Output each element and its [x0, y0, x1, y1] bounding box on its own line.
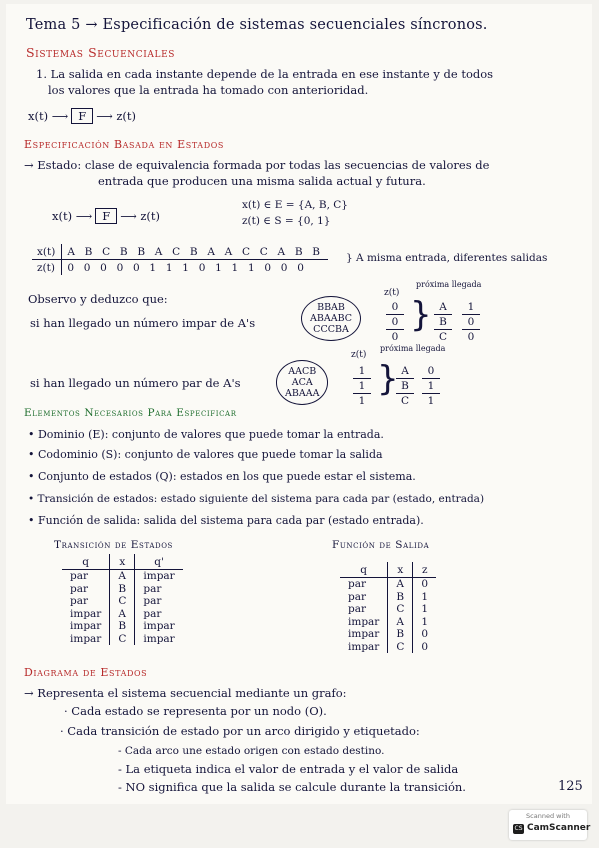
table-cell: 0 [421, 578, 429, 590]
output-value: 0 [467, 331, 475, 343]
camscanner-text: CamScanner [527, 823, 591, 833]
sequence: ACA [291, 377, 313, 388]
text-line: entrada que producen una misma salida actual y futura. [98, 174, 426, 188]
text-line: los valores que la entrada ha tomado con anterioridad. [48, 83, 369, 97]
sequence: ABAAA [285, 388, 320, 399]
section-heading-sistemas: Sistemas Secuenciales [26, 45, 176, 60]
even-next-outputs [422, 364, 440, 408]
table-cell: 1 [421, 603, 429, 615]
table-row [340, 578, 436, 591]
table-cell: B [110, 620, 135, 633]
table-cell: impar [340, 616, 388, 629]
output-value: 1 [427, 395, 435, 407]
table-cell: 0 [421, 640, 429, 653]
header-q: q [62, 554, 110, 570]
z-value: 0 [391, 331, 399, 343]
list-item: • Codominio (S): conjunto de valores que puede tomar la salida [28, 448, 383, 461]
camscanner-badge [509, 810, 591, 840]
input-value: A [434, 300, 452, 315]
table-cell: impar [340, 641, 388, 654]
header-x: x [388, 562, 413, 578]
table-cell: impar [62, 608, 110, 621]
table-cell: par [143, 595, 162, 607]
table-cell: 0 [421, 628, 429, 640]
table-row [62, 570, 183, 583]
table-cell: C [110, 595, 135, 608]
list-item: • Dominio (E): conjunto de valores que puede tomar la entrada. [28, 428, 384, 441]
even-sequences-oval [276, 360, 328, 405]
transition-table [62, 554, 183, 645]
table-cell: par [62, 583, 110, 596]
table-cell: 1 [421, 590, 429, 603]
table-row [62, 583, 183, 596]
system-diagram [52, 208, 160, 224]
output-value: 0 [462, 315, 480, 330]
list-item: • Transición de estados: estado siguiente del sistema para cada par (estado, entrada) [28, 493, 485, 505]
section-heading-especificacion: Especificación Basada en Estados [24, 138, 224, 151]
odd-sequences-oval [301, 296, 361, 341]
table-cell: impar [62, 620, 110, 633]
table-cell: par [340, 591, 388, 604]
table-cell: B [388, 591, 413, 604]
table-cell: impar [143, 620, 175, 632]
z-value: 1 [353, 379, 371, 394]
table-row [62, 608, 183, 621]
seq-x-label: x(t) [32, 244, 62, 260]
seq-z-label: z(t) [32, 260, 62, 276]
output-value: 1 [462, 300, 480, 315]
seq-x-values: A B C B B A C B A A C C A B B [62, 244, 328, 260]
sequence-table [32, 244, 328, 275]
text-line: - Cada arco une estado origen con estado destino. [118, 745, 385, 757]
diagram-input: x(t) ⟶ [52, 209, 93, 223]
sequence: ABAABC [310, 313, 352, 324]
header-z: z [413, 562, 436, 578]
table-row [340, 603, 436, 616]
function-box: F [71, 108, 93, 124]
brace: } [410, 295, 432, 335]
input-value: B [396, 379, 414, 394]
brace-note: } A misma entrada, diferentes salidas [346, 252, 548, 264]
next-arrival-note: próxima llegada [380, 344, 446, 353]
odd-label: si han llegado un número impar de A's [30, 316, 256, 330]
table-cell: impar [143, 570, 175, 582]
table-cell: 1 [421, 615, 429, 628]
input-value: A [396, 364, 414, 379]
table-row [62, 595, 183, 608]
table-cell: par [340, 578, 388, 591]
table-cell: B [110, 583, 135, 596]
output-domain: z(t) ∈ S = {0, 1} [242, 215, 331, 227]
z-value: 0 [386, 300, 404, 315]
output-table [340, 562, 436, 653]
table-cell: par [62, 595, 110, 608]
even-next-inputs [396, 364, 414, 408]
even-z-column [353, 364, 371, 408]
diagram-output: ⟶ z(t) [120, 209, 161, 223]
text-line: → Representa el sistema secuencial mediante un grafo: [24, 686, 347, 700]
page-number: 125 [558, 779, 583, 794]
table-cell: par [143, 582, 162, 595]
diagram-input: x(t) ⟶ [28, 109, 69, 123]
sequence: BBAB [317, 302, 345, 313]
odd-next-inputs [434, 300, 452, 344]
list-item: • Conjunto de estados (Q): estados en los que puede estar el sistema. [28, 470, 416, 483]
system-diagram [28, 108, 136, 124]
camscanner-logo-icon: CS [514, 825, 523, 832]
input-value: B [434, 315, 452, 330]
table-row [62, 620, 183, 633]
text-line: · Cada transición de estado por un arco dirigido y etiquetado: [60, 724, 420, 738]
z-head: z(t) [384, 288, 400, 298]
transition-table-title: Transición de Estados [54, 539, 173, 551]
z-value: 1 [353, 364, 371, 379]
table-cell: C [110, 633, 135, 646]
table-cell: A [388, 578, 413, 591]
text-line: - La etiqueta indica el valor de entrada y el valor de salida [118, 762, 459, 776]
section-heading-diagrama: Diagrama de Estados [24, 666, 148, 679]
table-cell: B [388, 628, 413, 641]
function-box: F [95, 208, 117, 224]
text-line: 1. La salida en cada instante depende de la entrada en ese instante y de todos [36, 67, 494, 81]
table-cell: C [388, 641, 413, 654]
z-value: 1 [358, 395, 366, 407]
table-row [340, 616, 436, 629]
header-q-next: q' [135, 554, 183, 570]
brace: } [377, 359, 399, 399]
table-cell: C [388, 603, 413, 616]
table-row [340, 628, 436, 641]
section-heading-elementos: Elementos Necesarios Para Especificar [24, 407, 237, 419]
list-item: • Función de salida: salida del sistema para cada par (estado entrada). [28, 514, 424, 527]
z-value: 0 [386, 315, 404, 330]
text-line: → Estado: clase de equivalencia formada por todas las secuencias de valores de [24, 158, 490, 172]
table-row [340, 641, 436, 654]
table-cell: impar [143, 632, 175, 645]
table-cell: impar [62, 633, 110, 646]
next-arrival-note: próxima llegada [416, 280, 482, 289]
seq-z-values: 0 0 0 0 0 1 1 1 0 1 1 1 0 0 0 [67, 261, 308, 274]
even-label: si han llegado un número par de A's [30, 376, 241, 390]
odd-next-outputs [462, 300, 480, 344]
text-line: · Cada estado se representa por un nodo (O). [64, 704, 327, 718]
header-x: x [110, 554, 135, 570]
table-cell: par [340, 603, 388, 616]
output-value: 1 [422, 379, 440, 394]
input-value: C [438, 331, 448, 343]
z-head: z(t) [351, 350, 367, 360]
table-cell: par [62, 570, 110, 583]
header-q: q [340, 562, 388, 578]
sequence: AACB [288, 366, 317, 377]
sequence: CCCBA [313, 324, 349, 335]
scanned-with-text: Scanned with [526, 812, 570, 820]
text-line: - NO significa que la salida se calcule durante la transición. [118, 780, 466, 794]
observation: Observo y deduzco que: [28, 292, 168, 306]
input-value: C [400, 395, 410, 407]
output-table-title: Función de Salida [332, 539, 430, 551]
table-cell: A [388, 616, 413, 629]
table-cell: A [110, 608, 135, 621]
table-cell: A [110, 570, 135, 583]
odd-z-column [386, 300, 404, 344]
notebook-page [6, 4, 592, 804]
output-value: 0 [422, 364, 440, 379]
table-row [62, 633, 183, 646]
table-cell: par [143, 607, 162, 620]
table-row [340, 591, 436, 604]
diagram-output: ⟶ z(t) [96, 109, 137, 123]
page-title: Tema 5 → Especificación de sistemas secuenciales síncronos. [26, 17, 488, 33]
input-domain: x(t) ∈ E = {A, B, C} [242, 199, 348, 211]
table-cell: impar [340, 628, 388, 641]
